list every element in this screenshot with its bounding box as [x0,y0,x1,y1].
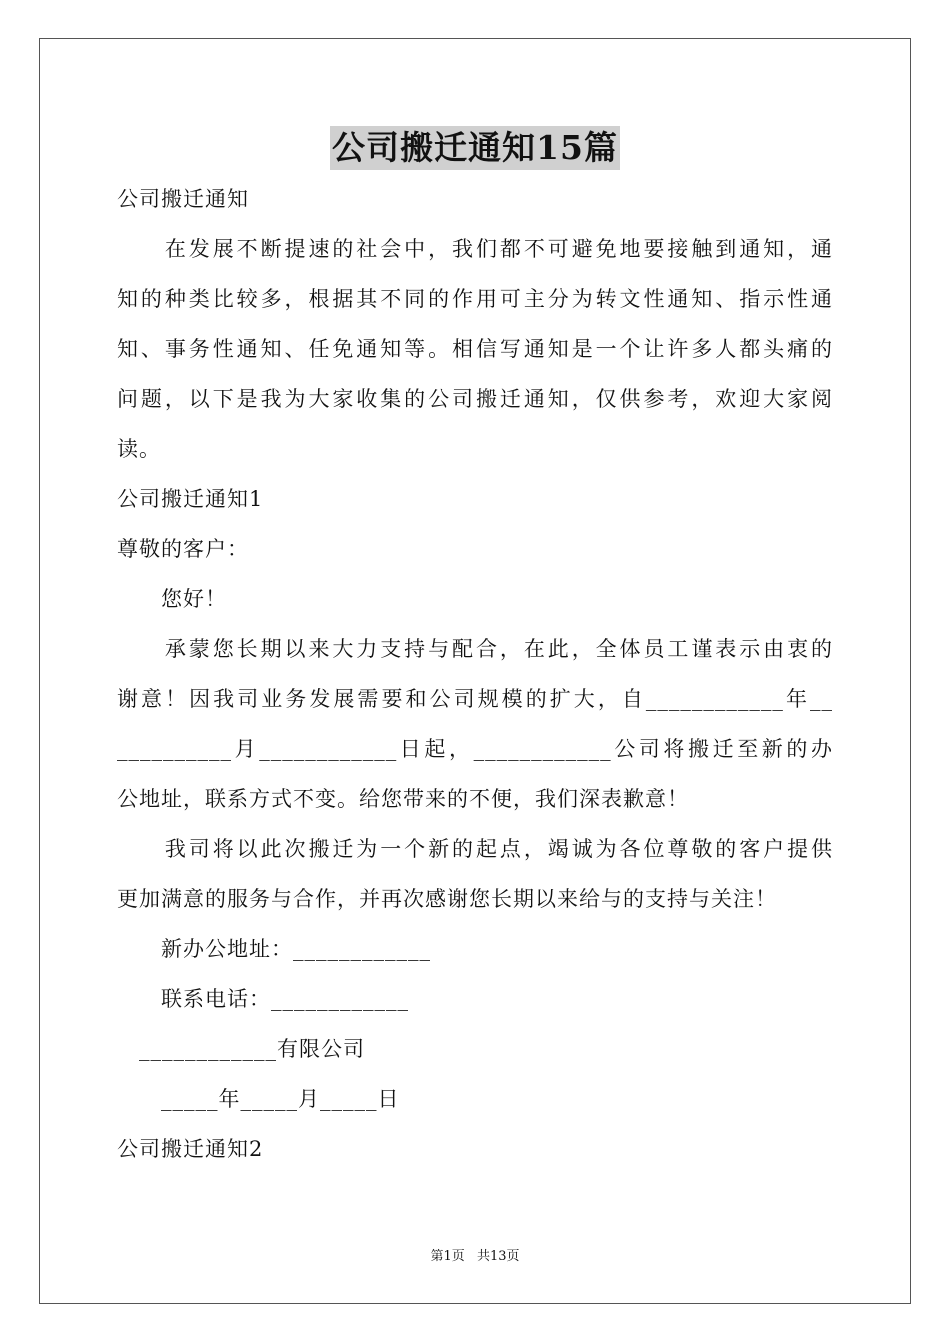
page-number: 第1页 [430,1249,465,1264]
greeting: 您好！ [117,587,227,611]
paragraph-line: 知、事务性通知、任免通知等。相信写通知是一个让许多人都头痛的 [117,337,833,361]
paragraph-line: __________月____________日起，____________公司将搬迁至新的办 [117,737,833,761]
section-heading: 公司搬迁通知 [117,187,249,211]
paragraph-line: 问题，以下是我为大家收集的公司搬迁通知，仅供参考，欢迎大家阅 [117,387,833,411]
paragraph-line: 承蒙您长期以来大力支持与配合，在此，全体员工谨表示由衷的 [117,637,833,661]
paragraph-line: 更加满意的服务与合作，并再次感谢您长期以来给与的支持与关注！ [117,887,777,911]
section-heading: 公司搬迁通知2 [117,1137,264,1161]
page-border [39,38,911,1304]
paragraph-line: 公地址，联系方式不变。给您带来的不便，我们深表歉意！ [117,787,689,811]
salutation: 尊敬的客户： [117,537,249,561]
paragraph-line: 我司将以此次搬迁为一个新的起点，竭诚为各位尊敬的客户提供 [117,837,833,861]
phone-line: 联系电话：____________ [117,987,409,1011]
date-line: _____年_____月_____日 [117,1087,400,1111]
page-footer [0,1248,950,1266]
company-signature: ____________有限公司 [117,1037,365,1061]
paragraph-line: 谢意！因我司业务发展需要和公司规模的扩大，自____________年__ [117,687,833,711]
page-total: 共13页 [476,1249,520,1264]
paragraph-line: 在发展不断提速的社会中，我们都不可避免地要接触到通知，通 [117,237,833,261]
paragraph-line: 知的种类比较多，根据其不同的作用可主分为转文性通知、指示性通 [117,287,833,311]
document-title: 公司搬迁通知15篇 [330,126,620,170]
paragraph-line: 读。 [117,437,161,461]
new-address-line: 新办公地址：____________ [117,937,431,961]
section-heading: 公司搬迁通知1 [117,487,264,511]
title-container [0,126,950,170]
